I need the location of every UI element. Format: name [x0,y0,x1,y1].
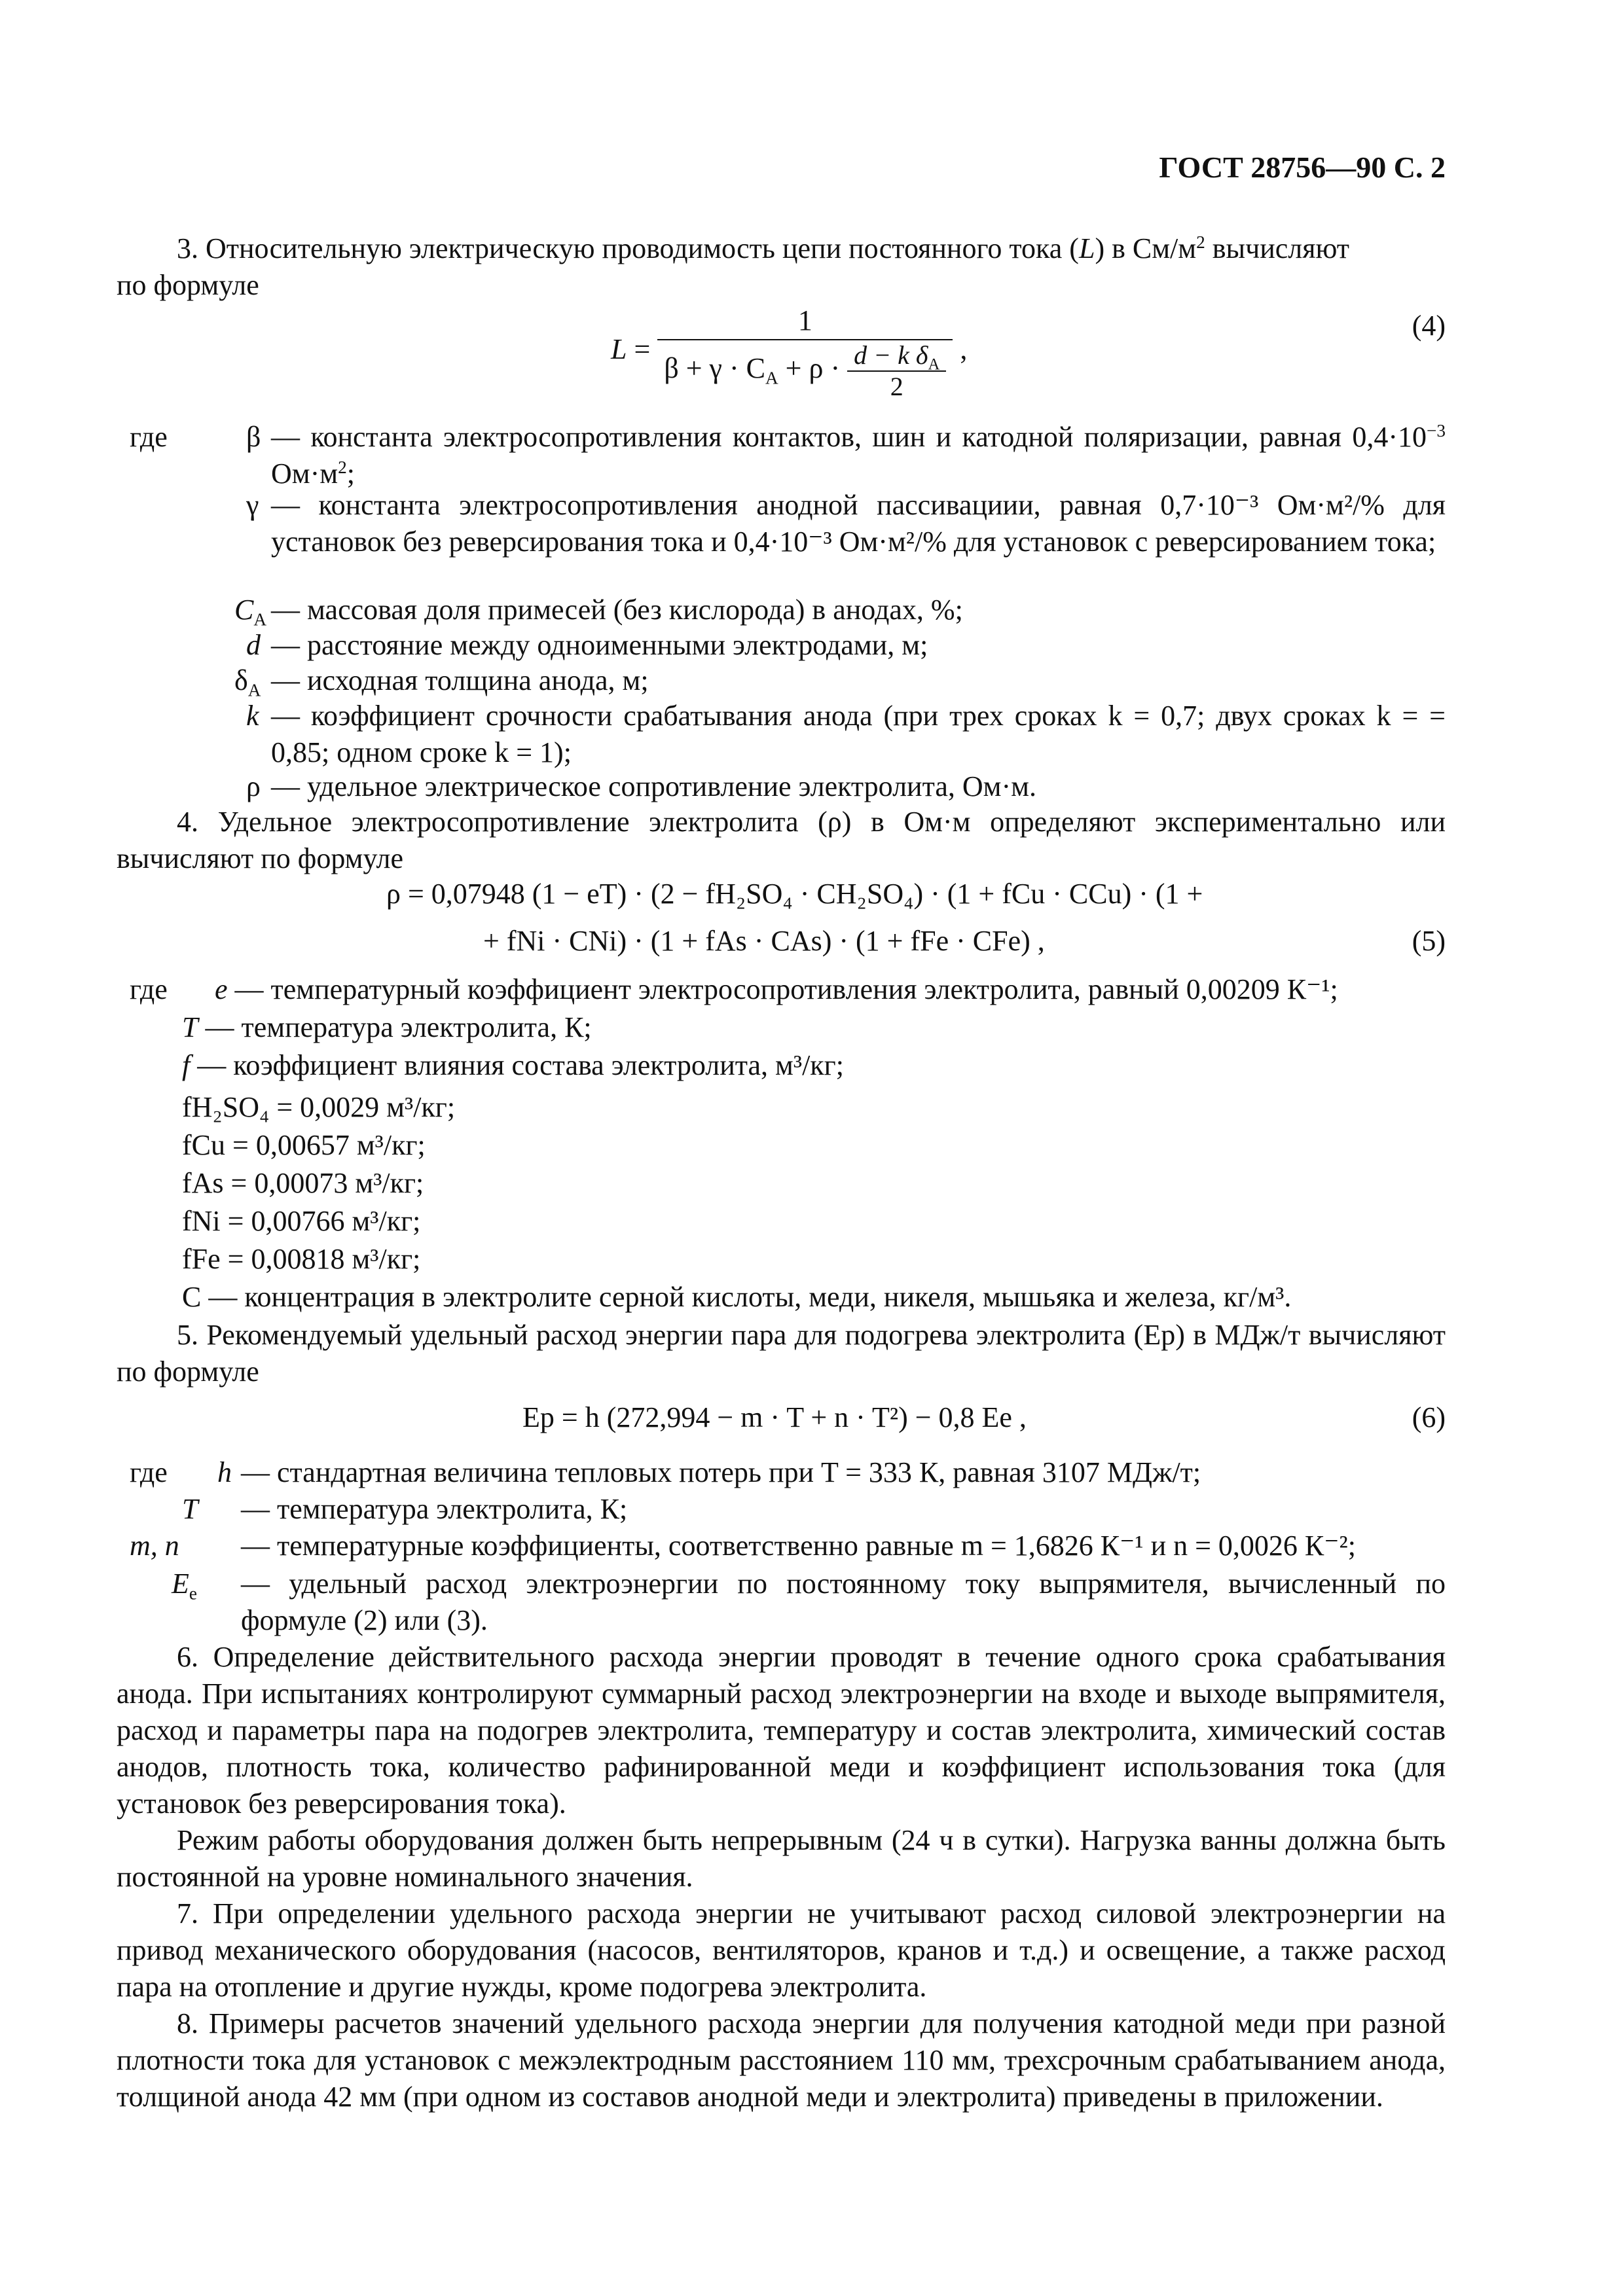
section-5-intro: 5. Рекомендуемый удельный расход энергии пара для подогрева электролита (Ep) в МДж/т вычисляют по формуле [117,1319,1446,1388]
def-line: C — концентрация в электролите серной кислоты, меди, никеля, мышьяка и железа, кг/м³. [182,1281,1292,1313]
def-symbol: γ [246,489,259,521]
def-symbol: β [246,421,261,453]
def-line: f — коэффициент влияния состава электролита, м³/кг; [182,1049,844,1081]
where-label: где [130,1456,168,1488]
section-8-paragraph: 8. Примеры расчетов значений удельного расхода энергии для получения катодной меди при разной плотности тока для установок с межэлектродным расстоянием 110 мм, трехсрочным срабатыванием анода, толщиной анода 42 мм (при одном из составов анодной меди и электролита) приведены в приложении. [117,2007,1446,2113]
formula-6-number: (6) [1412,1401,1446,1433]
def-text: — удельный расход электроэнергии по постоянному току выпрямителя, вычисленный по формуле (2) или (3). [241,1568,1446,1636]
def-text: — расстояние между одноименными электродами, м; [271,629,928,661]
where-label: где [130,973,168,1005]
coef-value: fH₂SO₄ = 0,0029 м³/кг; [182,1091,456,1123]
def-symbol: d [246,629,261,661]
def-text: — массовая доля примесей (без кислорода) в анодах, %; [271,594,963,626]
def-symbol: T [182,1493,198,1525]
coef-value: fCu = 0,00657 м³/кг; [182,1129,426,1161]
formula-4-number: (4) [1412,310,1446,342]
def-text: — константа электросопротивления контактов, шин и катодной поляризации, равная $0,4\cdot 10^{-3}$ $Ом\cdot м^2$; [271,421,1446,490]
def-symbol: $C_A$ [234,594,267,630]
formula-6: Ep = h (272,994 − m · T + n · T²) − 0,8 Ee , [522,1401,1027,1433]
def-symbol: m, n [130,1530,179,1562]
def-line: T — температура электролита, К; [182,1011,592,1043]
def-text: — температурные коэффициенты, соответственно равные m = 1,6826 К⁻¹ и n = 0,0026 К⁻²; [241,1530,1356,1562]
section-4-intro: 4. Удельное электросопротивление электролита (ρ) в Ом·м определяют экспериментально или вычисляют по формуле [117,806,1446,874]
def-text: — стандартная величина тепловых потерь при T = 333 К, равная 3107 МДж/т; [241,1456,1201,1488]
document-page [117,0,1446,2296]
formula-4: L = 1 $\beta + \gamma \cdot C_A + \rho$ · $\frac{d - k \delta_A}{2}$ , [611,302,967,402]
coef-value: fNi = 0,00766 м³/кг; [182,1205,421,1237]
formula-5-line-2: + fNi · CNi) · (1 + fAs · CAs) · (1 + fFe · CFe) , [483,925,1045,957]
section-3-intro: 3. Относительную электрическую проводимость цепи постоянного тока (L) в $См/м^2$ вычисляют по формуле [117,232,1350,301]
def-text: — константа электросопротивления анодной пассивациии, равная 0,7·10⁻³ Ом·м²/% для установок без реверсирования тока и 0,4·10⁻³ Ом·м²/% для установок с реверсированием тока; [271,489,1446,558]
where-label: где [130,421,168,453]
def-text: — исходная толщина анода, м; [271,664,649,696]
section-6-paragraph-1: 6. Определение действительного расхода энергии проводят в течение одного срока срабатывания анода. При испытаниях контролируют суммарный расход электроэнергии на входе и выходе выпрямителя, расход и параметры пара на подогрев электролита, температуру и состав электролита, химический состав анодов, плотность тока, количество рафинированной меди и коэффициент использования тока (для установок без реверсирования тока). [117,1641,1446,1820]
coef-value: fFe = 0,00818 м³/кг; [182,1243,421,1275]
def-text: — коэффициент срочности срабатывания анода (при трех сроках k = 0,7; двух сроках k = = 0,85; одном сроке k = 1); [271,700,1446,768]
section-7-paragraph: 7. При определении удельного расхода энергии не учитывают расход силовой электроэнергии на привод механического оборудования (насосов, вентиляторов, кранов и т.д.) и освещение, а также расход пара на отопление и другие нужды, кроме подогрева электролита. [117,1897,1446,2003]
def-symbol: $E_e$ [172,1568,197,1604]
def-text: — температура электролита, К; [241,1493,628,1525]
formula-5-line-1: ρ = 0,07948 (1 − eT) · (2 − fH₂SO₄ · CH₂SO₄) · (1 + fCu · CCu) · (1 + [386,878,1203,910]
section-6-paragraph-2: Режим работы оборудования должен быть непрерывным (24 ч в сутки). Нагрузка ванны должна быть постоянной на уровне номинального значения. [117,1824,1446,1893]
coef-value: fAs = 0,00073 м³/кг; [182,1167,424,1199]
page-header: ГОСТ 28756—90 С. 2 [1159,151,1446,184]
def-symbol: h [217,1456,232,1488]
def-symbol: ρ [246,770,261,802]
def-symbol: $\delta_A$ [234,664,261,700]
formula-5-number: (5) [1412,925,1446,957]
def-text: — удельное электрическое сопротивление электролита, Ом·м. [271,770,1037,802]
def-symbol: k [246,700,259,732]
def-line: e — температурный коэффициент электросопротивления электролита, равный 0,00209 К⁻¹; [215,973,1338,1005]
